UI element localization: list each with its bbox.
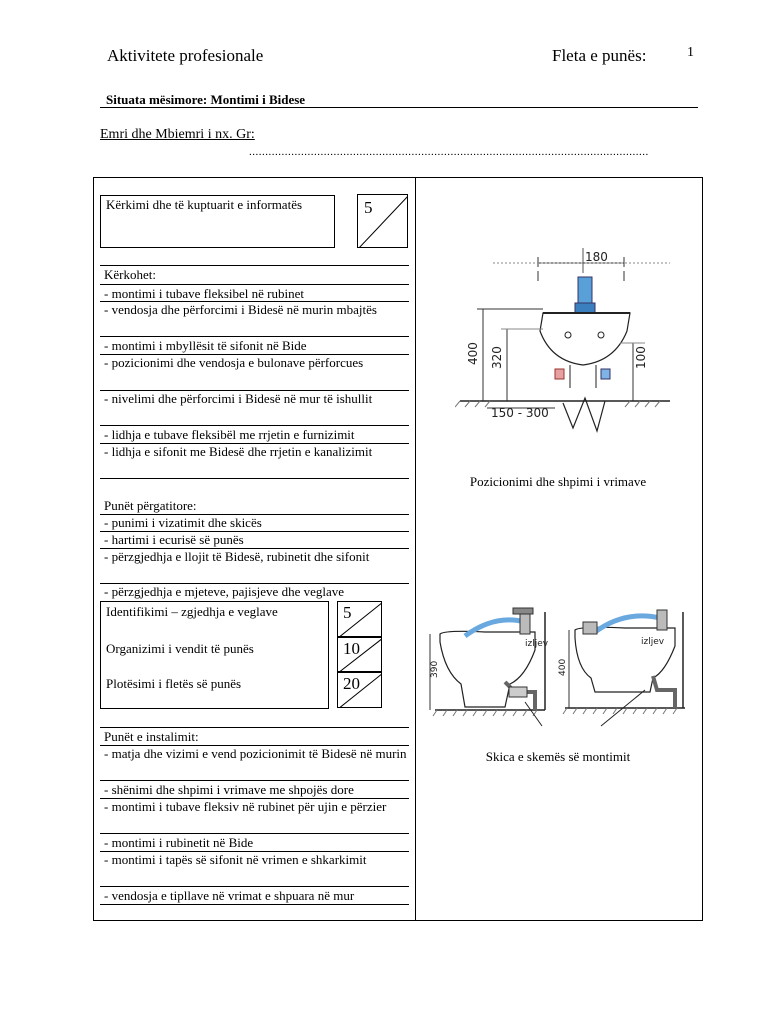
- install-item: - montimi i tapës së sifonit në vrimen e shkarkimit: [100, 852, 409, 887]
- caption-positioning: Pozicionimi dhe shpimi i vrimave: [469, 474, 647, 489]
- required-item: - pozicionimi dhe vendosja e bulonave përforcues: [100, 355, 409, 391]
- student-name-label: Emri dhe Mbiemri i nx. Gr:: [100, 127, 255, 142]
- score-box-sheet: [337, 672, 382, 708]
- bidet-installation-sketch: [425, 602, 690, 732]
- research-box: [100, 195, 335, 248]
- situation-title: Situata mësimore: Montimi i Bidese: [106, 92, 306, 107]
- score-value-organize: 10: [343, 639, 360, 658]
- sheet-label: Fleta e punës:: [552, 46, 647, 65]
- prep-item: - punimi i vizatimit dhe skicës: [100, 515, 409, 532]
- install-item: - matja dhe vizimi e vend pozicionimit të Bidesë në murin: [100, 745, 409, 781]
- column-divider: [415, 177, 416, 921]
- header-title: Aktivitete profesionale: [107, 46, 264, 65]
- header-rule: [100, 107, 698, 108]
- required-item: - nivelimi dhe përforcimi i Bidesë në mur të ishullit: [100, 391, 409, 426]
- score-label-sheet: Plotësimi i fletës së punës: [106, 676, 242, 691]
- required-item: - montimi i tubave fleksibel në rubinet: [100, 284, 409, 302]
- research-score: 5: [364, 198, 373, 217]
- install-title: Punët e instalimit:: [100, 727, 409, 745]
- prep-item: - hartimi i ecurisë së punës: [100, 532, 409, 549]
- student-name-dots[interactable]: ...........................................................................................................................: [249, 146, 649, 158]
- score-label-organize: Organizimi i vendit të punës: [106, 641, 254, 656]
- dim-400: 400: [466, 342, 480, 365]
- dim-320: 320: [490, 346, 504, 369]
- research-label: Kërkimi dhe të kuptuarit e informatës: [106, 197, 303, 212]
- caption-installation: Skica e skemës së montimit: [485, 749, 631, 764]
- score-box-organize: [337, 637, 382, 672]
- score-label-tools: Identifikimi – zgjedhja e veglave: [106, 604, 278, 619]
- izljev-label-right: izljev: [641, 637, 665, 647]
- dim-150-300: 150 - 300: [491, 406, 549, 420]
- scores-box: [100, 601, 329, 709]
- install-section: [100, 727, 409, 905]
- score-value-tools: 5: [343, 603, 352, 622]
- dim-390: 390: [430, 660, 440, 678]
- bidet-dimension-drawing: [455, 243, 675, 438]
- required-item: - lidhja e tubave fleksibël me rrjetin e furnizimit: [100, 426, 409, 444]
- page-number: 1: [687, 45, 694, 60]
- install-item: - montimi i rubinetit në Bide: [100, 834, 409, 852]
- prep-title: Punët përgatitore:: [100, 497, 409, 515]
- required-item: - montimi i mbyllësit të sifonit në Bide: [100, 337, 409, 355]
- dim-100: 100: [634, 346, 648, 369]
- research-score-box: [357, 194, 408, 248]
- izljev-label-left: izljev: [525, 639, 549, 649]
- dim-180: 180: [585, 250, 608, 264]
- prep-item: - përzgjedhja e mjeteve, pajisjeve dhe veglave: [104, 584, 345, 599]
- prep-section: [100, 497, 409, 600]
- required-title: Kërkohet:: [100, 265, 409, 284]
- score-box-tools: [337, 601, 382, 637]
- install-item: - montimi i tubave fleksiv në rubinet për ujin e përzier: [100, 799, 409, 834]
- dim-400-right: 400: [558, 658, 568, 676]
- install-item: - shënimi dhe shpimi i vrimave me shpojës dore: [100, 781, 409, 799]
- required-item: - vendosja dhe përforcimi i Bidesë në murin mbajtës: [100, 302, 409, 337]
- install-item: - vendosja e tipllave në vrimat e shpuara në mur: [100, 887, 409, 905]
- score-value-sheet: 20: [343, 674, 360, 693]
- prep-item: - përzgjedhja e llojit të Bidesë, rubinetit dhe sifonit: [100, 549, 409, 584]
- required-item: - lidhja e sifonit me Bidesë dhe rrjetin e kanalizimit: [100, 444, 409, 479]
- required-section: [100, 265, 409, 479]
